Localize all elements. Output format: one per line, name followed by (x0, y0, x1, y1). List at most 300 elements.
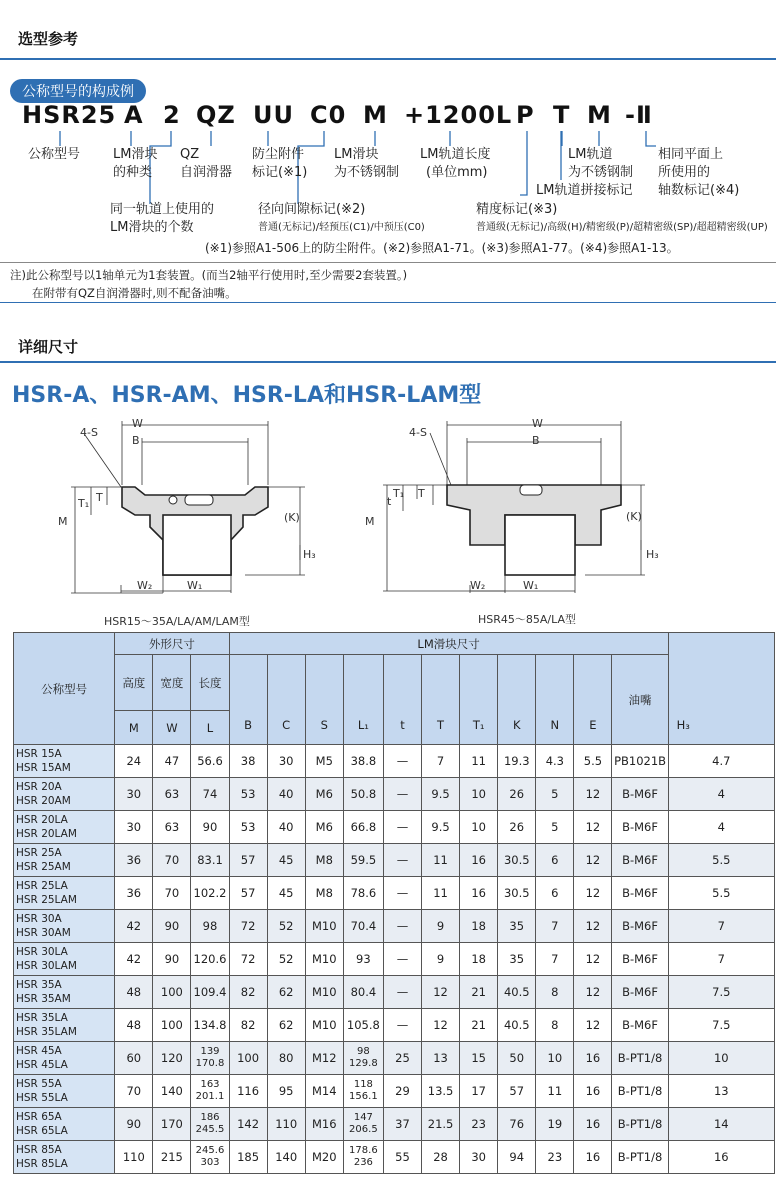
table-cell: 12 (574, 778, 612, 811)
table-cell: B-M6F (612, 910, 668, 943)
dim-K: (K) (284, 511, 300, 524)
table-cell: 19 (536, 1108, 574, 1141)
table-cell: 245.6 303 (191, 1141, 229, 1174)
label-clearance: 径向间隙标记(※2) (258, 202, 366, 217)
table-cell: B-M6F (612, 1009, 668, 1042)
dim-B: B (132, 434, 140, 447)
table-cell: 62 (267, 1009, 305, 1042)
table-row (14, 976, 775, 1009)
table-cell: 82 (229, 1009, 267, 1042)
table-cell: 24 (115, 745, 153, 778)
table-cell: 94 (498, 1141, 536, 1174)
table-cell: B-PT1/8 (612, 1108, 668, 1141)
table-cell: 38.8 (343, 745, 383, 778)
table-cell: 7 (536, 943, 574, 976)
label-model: 公称型号 (28, 147, 81, 162)
header-K: K (498, 655, 536, 745)
table-cell: 66.8 (343, 811, 383, 844)
dim-W: W (532, 417, 543, 430)
table-cell: 7 (668, 943, 774, 976)
table-cell: B-M6F (612, 976, 668, 1009)
code-part: M (587, 101, 612, 129)
table-row (14, 1009, 775, 1042)
model-cell: HSR 65A HSR 65LA (14, 1108, 115, 1141)
model-cell: HSR 15A HSR 15AM (14, 745, 115, 778)
model-cell: HSR 20A HSR 20AM (14, 778, 115, 811)
table-cell: 72 (229, 943, 267, 976)
model-cell: HSR 85A HSR 85LA (14, 1141, 115, 1174)
label-accuracy-detail: 普通级(无标记)/高级(H)/精密级(P)/超精密级(SP)/超超精密级(UP) (476, 222, 768, 233)
table-cell: 100 (153, 1009, 191, 1042)
table-cell: 163 201.1 (191, 1075, 229, 1108)
dim-T1: T₁ (393, 487, 405, 500)
header-E: E (574, 655, 612, 745)
label-rail-ss-1: LM轨道 (568, 147, 613, 162)
table-cell: 63 (153, 778, 191, 811)
table-cell: 18 (460, 943, 498, 976)
header-L: L (191, 711, 229, 745)
table-cell: 98 (191, 910, 229, 943)
table-cell: 38 (229, 745, 267, 778)
label-block-type-1: LM滑块 (113, 147, 158, 162)
table-cell: 25 (383, 1042, 421, 1075)
table-row (14, 811, 775, 844)
table-cell: 40.5 (498, 1009, 536, 1042)
table-cell: 16 (574, 1042, 612, 1075)
header-length: 长度 (191, 655, 229, 711)
table-cell: 76 (498, 1108, 536, 1141)
table-cell: 11 (536, 1075, 574, 1108)
figure-caption-2: HSR45～85A/LA型 (478, 613, 577, 626)
table-cell: 4 (668, 811, 774, 844)
model-cell: HSR 30LA HSR 30LAM (14, 943, 115, 976)
dim-W1: W₁ (523, 579, 539, 592)
table-cell: B-M6F (612, 811, 668, 844)
table-cell: 42 (115, 910, 153, 943)
table-cell: 42 (115, 943, 153, 976)
table-cell: 109.4 (191, 976, 229, 1009)
table-cell: 19.3 (498, 745, 536, 778)
table-cell: 53 (229, 811, 267, 844)
table-cell: 102.2 (191, 877, 229, 910)
table-cell: M8 (305, 844, 343, 877)
dim-M: M (58, 515, 68, 528)
dimension-table (13, 632, 775, 1174)
table-cell: 118 156.1 (343, 1075, 383, 1108)
table-cell: 57 (229, 844, 267, 877)
table-row (14, 943, 775, 976)
table-cell: 16 (574, 1141, 612, 1174)
header-T1: T₁ (460, 655, 498, 745)
table-cell: 6 (536, 877, 574, 910)
header-model: 公称型号 (14, 633, 115, 745)
table-cell: 7 (668, 910, 774, 943)
table-cell: 12 (574, 1009, 612, 1042)
table-cell: — (383, 745, 421, 778)
table-cell: 140 (153, 1075, 191, 1108)
label-qz-2: 自润滑器 (180, 165, 233, 180)
dim-T: T (418, 487, 425, 500)
table-cell: 12 (574, 976, 612, 1009)
table-cell: 17 (460, 1075, 498, 1108)
table-cell: 12 (574, 811, 612, 844)
table-cell: 13.5 (422, 1075, 460, 1108)
table-cell: 5.5 (574, 745, 612, 778)
table-cell: 7.5 (668, 1009, 774, 1042)
table-cell: 80 (267, 1042, 305, 1075)
table-cell: 4.7 (668, 745, 774, 778)
model-cell: HSR 35A HSR 35AM (14, 976, 115, 1009)
table-cell: B-PT1/8 (612, 1042, 668, 1075)
table-cell: 90 (115, 1108, 153, 1141)
table-cell: 16 (574, 1075, 612, 1108)
table-cell: 14 (668, 1108, 774, 1141)
table-cell: 62 (267, 976, 305, 1009)
table-cell: 215 (153, 1141, 191, 1174)
label-block-ss-2: 为不锈钢制 (334, 165, 400, 180)
table-cell: 50 (498, 1042, 536, 1075)
table-cell: 30 (267, 745, 305, 778)
table-cell: 12 (574, 943, 612, 976)
table-cell: 45 (267, 877, 305, 910)
table-cell: 70.4 (343, 910, 383, 943)
table-cell: 9.5 (422, 811, 460, 844)
table-cell: — (383, 910, 421, 943)
table-cell: B-M6F (612, 877, 668, 910)
table-cell: — (383, 778, 421, 811)
note-1: 注)此公称型号以1轴单元为1套装置。(而当2轴平行使用时,至少需要2套装置。) (10, 268, 408, 282)
label-block-ss-1: LM滑块 (334, 147, 379, 162)
table-cell: 40 (267, 778, 305, 811)
table-cell: 15 (460, 1042, 498, 1075)
table-cell: 59.5 (343, 844, 383, 877)
table-cell: B-PT1/8 (612, 1141, 668, 1174)
table-cell: 116 (229, 1075, 267, 1108)
table-cell: 16 (574, 1108, 612, 1141)
dim-W2: W₂ (470, 579, 486, 592)
table-cell: M5 (305, 745, 343, 778)
dim-K: (K) (626, 510, 642, 523)
table-cell: 72 (229, 910, 267, 943)
table-row (14, 844, 775, 877)
table-cell: 70 (153, 877, 191, 910)
table-cell: 10 (460, 778, 498, 811)
code-part: A (124, 101, 144, 129)
table-row (14, 1075, 775, 1108)
header-block: LM滑块尺寸 (229, 633, 668, 655)
table-cell: 83.1 (191, 844, 229, 877)
table-cell: B-M6F (612, 778, 668, 811)
table-cell: 16 (460, 877, 498, 910)
table-cell: 35 (498, 943, 536, 976)
table-cell: M10 (305, 1009, 343, 1042)
table-cell: 10 (460, 811, 498, 844)
table-cell: 8 (536, 1009, 574, 1042)
table-row (14, 1042, 775, 1075)
table-cell: 90 (153, 910, 191, 943)
table-cell: — (383, 1009, 421, 1042)
model-cell: HSR 45A HSR 45LA (14, 1042, 115, 1075)
table-cell: 50.8 (343, 778, 383, 811)
model-cell: HSR 30A HSR 30AM (14, 910, 115, 943)
table-cell: 30 (460, 1141, 498, 1174)
table-cell: B-M6F (612, 943, 668, 976)
header-M: M (115, 711, 153, 745)
table-cell: 78.6 (343, 877, 383, 910)
dim-t: t (387, 495, 392, 508)
header-nipple: 油嘴 (612, 655, 668, 745)
code-part: +1200L (404, 101, 513, 129)
table-row (14, 1108, 775, 1141)
table-cell: 11 (460, 745, 498, 778)
table-cell: 5 (536, 811, 574, 844)
table-cell: B-M6F (612, 844, 668, 877)
label-qz-1: QZ (180, 147, 200, 162)
table-cell: M6 (305, 778, 343, 811)
table-cell: 11 (422, 844, 460, 877)
label-references: (※1)参照A1-506上的防尘附件。(※2)参照A1-71。(※3)参照A1-77。(※4)参照A1-13。 (205, 241, 679, 255)
table-cell: 18 (460, 910, 498, 943)
code-part: 2 (163, 101, 181, 129)
table-cell: 93 (343, 943, 383, 976)
code-part: M (363, 101, 388, 129)
table-cell: 10 (536, 1042, 574, 1075)
code-part: P (516, 101, 535, 129)
table-cell: 23 (536, 1141, 574, 1174)
code-part: QZ (196, 101, 236, 129)
table-cell: 90 (153, 943, 191, 976)
model-cell: HSR 25LA HSR 25LAM (14, 877, 115, 910)
table-cell: 5.5 (668, 877, 774, 910)
table-cell: 30 (115, 778, 153, 811)
table-cell: 21 (460, 1009, 498, 1042)
table-cell: 13 (668, 1075, 774, 1108)
table-cell: 120.6 (191, 943, 229, 976)
label-block-type-2: 的种类 (113, 165, 153, 180)
label-axis-3: 轴数标记(※4) (658, 183, 740, 198)
table-cell: 29 (383, 1075, 421, 1108)
table-cell: 4 (668, 778, 774, 811)
table-cell: 170 (153, 1108, 191, 1141)
code-part: T (553, 101, 571, 129)
dim-W2: W₂ (137, 579, 153, 592)
table-cell: M10 (305, 910, 343, 943)
table-cell: — (383, 976, 421, 1009)
dim-T: T (96, 491, 103, 504)
table-cell: 12 (574, 910, 612, 943)
table-cell: 37 (383, 1108, 421, 1141)
header-N: N (536, 655, 574, 745)
table-cell: 7.5 (668, 976, 774, 1009)
table-cell: 57 (498, 1075, 536, 1108)
table-cell: 36 (115, 877, 153, 910)
label-length-1: LM轨道长度 (420, 147, 491, 162)
note-2: 在附带有QZ自润滑器时,则不配备油嘴。 (32, 286, 237, 300)
table-cell: 36 (115, 844, 153, 877)
table-cell: 13 (422, 1042, 460, 1075)
label-count-2: LM滑块的个数 (110, 220, 194, 235)
table-cell: 178.6 236 (343, 1141, 383, 1174)
label-length-2: (单位mm) (426, 165, 488, 180)
table-cell: 134.8 (191, 1009, 229, 1042)
table-cell: 95 (267, 1075, 305, 1108)
table-row (14, 910, 775, 943)
table-cell: M16 (305, 1108, 343, 1141)
table-cell: 120 (153, 1042, 191, 1075)
table-cell: 63 (153, 811, 191, 844)
table-cell: 40.5 (498, 976, 536, 1009)
table-cell: 16 (668, 1141, 774, 1174)
table-cell: 52 (267, 943, 305, 976)
dim-W1: W₁ (187, 579, 203, 592)
table-row (14, 1141, 775, 1174)
table-cell: 7 (422, 745, 460, 778)
table-cell: 12 (422, 1009, 460, 1042)
table-cell: 100 (153, 976, 191, 1009)
table-cell: 110 (267, 1108, 305, 1141)
table-cell: 56.6 (191, 745, 229, 778)
table-cell: B-PT1/8 (612, 1075, 668, 1108)
table-cell: M14 (305, 1075, 343, 1108)
table-cell: PB1021B (612, 745, 668, 778)
header-width: 宽度 (153, 655, 191, 711)
table-cell: 70 (115, 1075, 153, 1108)
table-cell: 100 (229, 1042, 267, 1075)
label-axis-2: 所使用的 (658, 165, 711, 180)
label-axis-1: 相同平面上 (658, 147, 724, 162)
table-cell: 55 (383, 1141, 421, 1174)
table-cell: 35 (498, 910, 536, 943)
label-rail-ss-2: 为不锈钢制 (568, 165, 634, 180)
table-cell: 9 (422, 943, 460, 976)
table-cell: 57 (229, 877, 267, 910)
table-cell: 80.4 (343, 976, 383, 1009)
table-cell: 9.5 (422, 778, 460, 811)
example-tag: 公称型号的构成例 (10, 79, 146, 103)
table-cell: 7 (536, 910, 574, 943)
table-cell: — (383, 844, 421, 877)
table-cell: 5 (536, 778, 574, 811)
dim-M: M (365, 515, 375, 528)
table-cell: 140 (267, 1141, 305, 1174)
table-cell: 60 (115, 1042, 153, 1075)
table-cell: 98 129.8 (343, 1042, 383, 1075)
table-cell: 9 (422, 910, 460, 943)
dim-W: W (132, 417, 143, 430)
table-cell: 23 (460, 1108, 498, 1141)
dim-T1: T₁ (78, 497, 90, 510)
label-clearance-detail: 普通(无标记)/轻预压(C1)/中预压(C0) (258, 222, 425, 233)
figure-caption-1: HSR15～35A/LA/AM/LAM型 (104, 615, 250, 628)
model-cell: HSR 25A HSR 25AM (14, 844, 115, 877)
table-cell: M10 (305, 943, 343, 976)
section-title-selection: 选型参考 (18, 30, 79, 48)
table-row (14, 877, 775, 910)
label-accuracy: 精度标记(※3) (476, 202, 558, 217)
table-cell: 16 (460, 844, 498, 877)
code-part: HSR25 (22, 101, 117, 129)
table-cell: 12 (574, 844, 612, 877)
table-cell: 142 (229, 1108, 267, 1141)
header-height: 高度 (115, 655, 153, 711)
table-cell: M6 (305, 811, 343, 844)
table-cell: — (383, 811, 421, 844)
divider (0, 262, 776, 263)
table-cell: 82 (229, 976, 267, 1009)
code-part: UU (253, 101, 294, 129)
table-cell: 110 (115, 1141, 153, 1174)
table-cell: 40 (267, 811, 305, 844)
page-title: HSR-A、HSR-AM、HSR-LA和HSR-LAM型 (12, 383, 482, 408)
table-cell: — (383, 943, 421, 976)
label-count-1: 同一轨道上使用的 (110, 202, 215, 217)
table-cell: 30.5 (498, 844, 536, 877)
section-title-detail: 详细尺寸 (18, 338, 79, 356)
code-part: -Ⅱ (625, 101, 653, 129)
table-cell: 21.5 (422, 1108, 460, 1141)
dim-4S: 4-S (80, 426, 98, 439)
divider (0, 302, 776, 303)
table-cell: 6 (536, 844, 574, 877)
header-L1: L₁ (343, 655, 383, 745)
table-cell: M10 (305, 976, 343, 1009)
table-cell: 53 (229, 778, 267, 811)
label-joint: LM轨道拼接标记 (536, 183, 633, 198)
table-cell: 30.5 (498, 877, 536, 910)
table-cell: 74 (191, 778, 229, 811)
model-cell: HSR 35LA HSR 35LAM (14, 1009, 115, 1042)
header-T: T (422, 655, 460, 745)
table-cell: M8 (305, 877, 343, 910)
table-cell: 12 (422, 976, 460, 1009)
table-row (14, 778, 775, 811)
table-cell: 26 (498, 811, 536, 844)
table-cell: 45 (267, 844, 305, 877)
table-cell: 139 170.8 (191, 1042, 229, 1075)
table-cell: 21 (460, 976, 498, 1009)
table-cell: 8 (536, 976, 574, 1009)
table-cell: 105.8 (343, 1009, 383, 1042)
dim-B: B (532, 434, 540, 447)
table-cell: 48 (115, 1009, 153, 1042)
table-cell: 48 (115, 976, 153, 1009)
dim-H3: H₃ (303, 548, 316, 561)
table-cell: 4.3 (536, 745, 574, 778)
dim-4S: 4-S (409, 426, 427, 439)
header-outer: 外形尺寸 (115, 633, 229, 655)
label-dust-1: 防尘附件 (252, 147, 305, 162)
label-dust-2: 标记(※1) (252, 165, 308, 180)
header-t: t (383, 655, 421, 745)
table-cell: M20 (305, 1141, 343, 1174)
table-cell: — (383, 877, 421, 910)
section-divider (0, 361, 776, 363)
table-cell: 70 (153, 844, 191, 877)
header-S: S (305, 655, 343, 745)
table-cell: 147 206.5 (343, 1108, 383, 1141)
table-cell: 5.5 (668, 844, 774, 877)
table-cell: 28 (422, 1141, 460, 1174)
dim-H3: H₃ (646, 548, 659, 561)
table-row (14, 745, 775, 778)
model-cell: HSR 20LA HSR 20LAM (14, 811, 115, 844)
header-C: C (267, 655, 305, 745)
table-cell: 52 (267, 910, 305, 943)
header-B: B (229, 655, 267, 745)
table-cell: M12 (305, 1042, 343, 1075)
table-cell: 90 (191, 811, 229, 844)
model-cell: HSR 55A HSR 55LA (14, 1075, 115, 1108)
